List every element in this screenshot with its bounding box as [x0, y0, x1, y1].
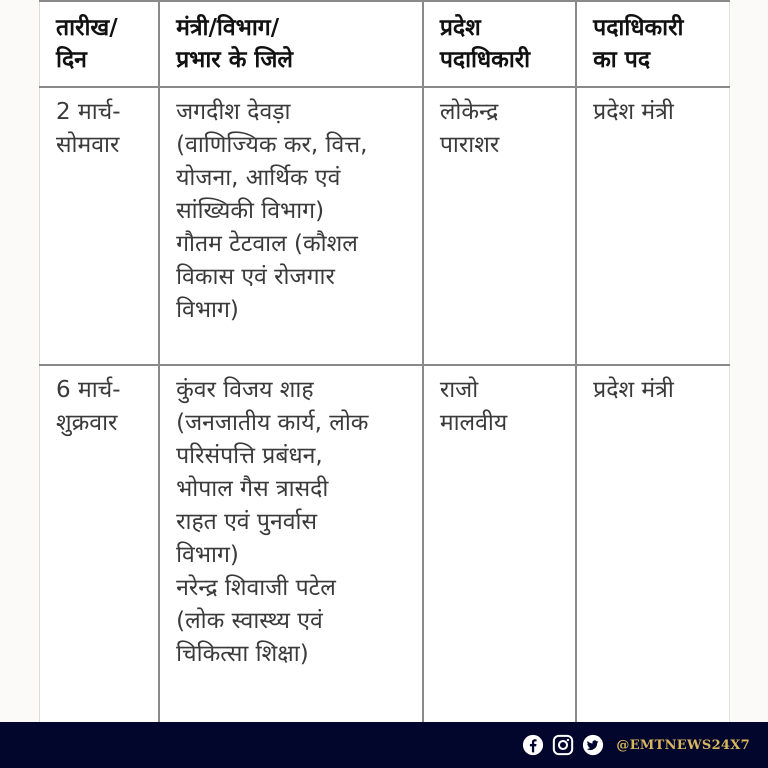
cell-text: कुंवर विजय शाह — [176, 377, 314, 403]
twitter-icon[interactable] — [582, 734, 604, 756]
cell-text: योजना, आर्थिक एवं — [176, 165, 341, 191]
header-minister — [159, 1, 423, 87]
header-text: पदाधिकारी — [439, 47, 531, 73]
cell-text: विकास एवं रोजगार — [176, 264, 335, 290]
instagram-icon[interactable] — [552, 734, 574, 756]
header-post — [576, 1, 729, 87]
table-row — [40, 87, 730, 365]
cell-text: 2 मार्च- — [56, 99, 121, 125]
cell-text: प्रदेश मंत्री — [593, 99, 674, 125]
cell-text: राहत एवं पुनर्वास — [176, 509, 318, 535]
cell-ministers — [159, 87, 423, 365]
cell-ministers — [159, 365, 423, 722]
cell-text: सांख्यिकी विभाग) — [176, 198, 325, 224]
cell-text: (लोक स्वास्थ्य एवं — [176, 608, 323, 634]
cell-text: सोमवार — [56, 132, 120, 158]
header-text: मंत्री/विभाग/ — [176, 15, 280, 41]
cell-text: 6 मार्च- — [56, 377, 121, 403]
cell-official — [423, 365, 576, 722]
header-official — [423, 1, 576, 87]
facebook-icon[interactable] — [522, 734, 544, 756]
cell-text: (वाणिज्यिक कर, वित्त, — [176, 132, 368, 158]
cell-text: परिसंपत्ति प्रबंधन, — [176, 443, 323, 469]
header-text: प्रभार के जिले — [176, 47, 294, 73]
cell-text: शुक्रवार — [56, 410, 118, 436]
header-text: दिन — [56, 47, 87, 73]
schedule-table-container — [39, 0, 730, 722]
footer-bar — [0, 722, 768, 768]
cell-text: गौतम टेटवाल (कौशल — [176, 231, 358, 257]
cell-text: लोकेन्द्र — [439, 99, 499, 125]
cell-text: भोपाल गैस त्रासदी — [176, 476, 329, 502]
social-links — [522, 734, 750, 756]
header-text: तारीख/ — [56, 15, 118, 41]
cell-text: चिकित्सा शिक्षा) — [176, 641, 309, 667]
cell-text: विभाग) — [176, 297, 239, 323]
cell-text: नरेन्द्र शिवाजी पटेल — [176, 575, 336, 601]
cell-text: प्रदेश मंत्री — [593, 377, 674, 403]
table-header-row — [40, 1, 730, 87]
schedule-table — [39, 0, 730, 722]
cell-text: पाराशर — [439, 132, 500, 158]
social-handle[interactable]: @EMTNEWS24X7 — [616, 737, 750, 753]
cell-text: राजो — [439, 377, 479, 403]
cell-date — [40, 365, 160, 722]
cell-date — [40, 87, 160, 365]
cell-text: विभाग) — [176, 542, 239, 568]
cell-official — [423, 87, 576, 365]
table-row — [40, 365, 730, 722]
cell-text: जगदीश देवड़ा — [176, 99, 291, 125]
cell-text: (जनजातीय कार्य, लोक — [176, 410, 369, 436]
cell-post — [576, 365, 729, 722]
cell-text: मालवीय — [439, 410, 508, 436]
header-text: पदाधिकारी — [593, 15, 684, 41]
header-text: प्रदेश — [439, 15, 481, 41]
header-text: का पद — [593, 47, 651, 73]
cell-post — [576, 87, 729, 365]
header-date — [40, 1, 160, 87]
